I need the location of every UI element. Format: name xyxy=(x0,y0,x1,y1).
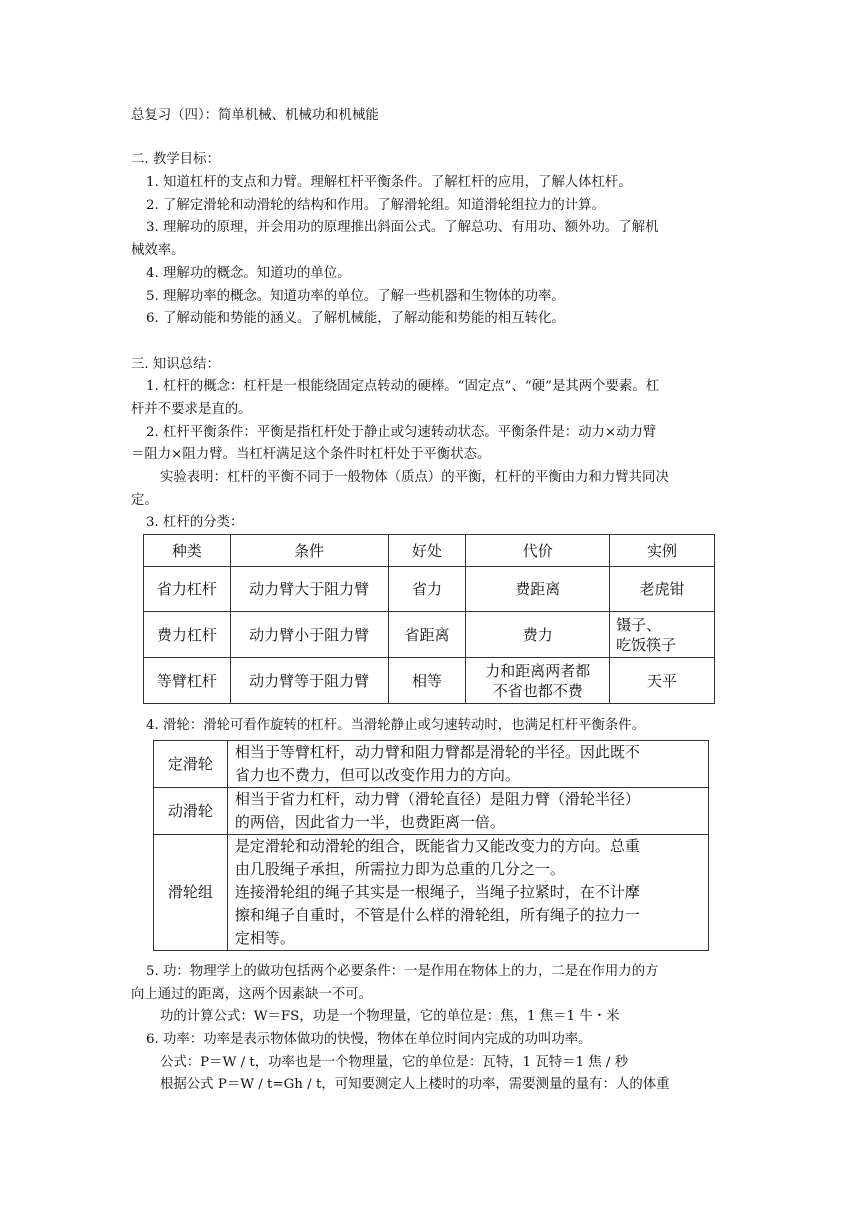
table-cell: 费力杠杆 xyxy=(144,612,231,658)
work-line: 5. 功：物理学上的做功包括两个必要条件：一是作用在物体上的力，二是在作用力的方 xyxy=(146,964,659,979)
summary-heading: 三. 知识总结： xyxy=(131,357,220,372)
table-row xyxy=(144,567,715,612)
goals-heading: 二. 教学目标： xyxy=(131,152,220,167)
table-cell: 省力杠杆 xyxy=(144,567,231,612)
table-cell: 天平 xyxy=(610,658,715,704)
power-formula: 公式：P＝W / t，功率也是一个物理量，它的单位是：瓦特，1 瓦特＝1 焦 / 秒 xyxy=(160,1055,629,1070)
pulley-name-cell: 定滑轮 xyxy=(154,741,228,788)
cell-line: 是定滑轮和动滑轮的组合，既能省力又能改变力的方向。总重 xyxy=(234,837,640,855)
table-cell xyxy=(466,658,610,704)
goal-item: 1. 知道杠杆的支点和力臂。理解杠杆平衡条件。了解杠杆的应用，了解人体杠杆。 xyxy=(146,175,632,190)
table-cell: 动力臂大于阻力臂 xyxy=(230,567,388,612)
cell-line: 相当于等臂杠杆，动力臂和阻力臂都是滑轮的半径。因此既不 xyxy=(234,743,640,761)
goal-item: 6. 了解动能和势能的涵义。了解机械能，了解动能和势能的相互转化。 xyxy=(146,311,565,326)
work-line: 向上通过的距离，这两个因素缺一不可。 xyxy=(131,987,373,1002)
table-row xyxy=(154,741,709,788)
lever-classification-table xyxy=(143,534,715,704)
table-row xyxy=(154,835,709,951)
table-header-cell: 好处 xyxy=(388,535,466,567)
table-cell: 动力臂小于阻力臂 xyxy=(230,612,388,658)
power-line: 根据公式 P＝W / t=Gh / t，可知要测定人上楼时的功率，需要测量的量有：人的体重 xyxy=(160,1077,670,1092)
cell-line: 相当于省力杠杆，动力臂（滑轮直径）是阻力臂（滑轮半径） xyxy=(234,790,640,808)
summary-line: 1. 杠杆的概念：杠杆是一根能绕固定点转动的硬棒。“固定点”、“硬”是其两个要素。杠 xyxy=(146,379,660,394)
pulley-name-cell: 滑轮组 xyxy=(154,835,228,951)
table-cell: 等臂杠杆 xyxy=(144,658,231,704)
table-cell: 费力 xyxy=(466,612,610,658)
table-cell: 费距离 xyxy=(466,567,610,612)
goal-item-continued: 械效率。 xyxy=(131,243,185,258)
summary-line: 2. 杠杆平衡条件：平衡是指杠杆处于静止或匀速转动状态。平衡条件是：动力×动力臂 xyxy=(146,425,657,440)
goal-item: 3. 理解功的原理，并会用功的原理推出斜面公式。了解总功、有用功、额外功。了解机 xyxy=(146,220,659,235)
cell-line: 吃饭筷子 xyxy=(616,635,677,654)
goal-item: 2. 了解定滑轮和动滑轮的结构和作用。了解滑轮组。知道滑轮组拉力的计算。 xyxy=(146,198,605,213)
table-cell: 老虎钳 xyxy=(610,567,715,612)
summary-line: 3. 杠杆的分类： xyxy=(146,515,244,530)
pulley-name-cell: 动滑轮 xyxy=(154,788,228,835)
cell-line: 擦和绳子自重时，不管是什么样的滑轮组，所有绳子的拉力一 xyxy=(234,906,640,924)
cell-line: 定相等。 xyxy=(234,929,295,947)
pulley-table xyxy=(153,740,709,951)
summary-line: ＝阻力×阻力臂。当杠杆满足这个条件时杠杆处于平衡状态。 xyxy=(131,447,491,462)
table-header-cell: 代价 xyxy=(466,535,610,567)
table-header-cell: 条件 xyxy=(230,535,388,567)
table-cell xyxy=(610,612,715,658)
summary-line: 实验表明：杠杆的平衡不同于一般物体（质点）的平衡，杠杆的平衡由力和力臂共同决 xyxy=(160,470,669,485)
cell-line: 由几股绳子承担，所需拉力即为总重的几分之一。 xyxy=(234,860,565,878)
table-header-cell: 实例 xyxy=(610,535,715,567)
table-cell: 省距离 xyxy=(388,612,466,658)
cell-line: 力和距离两者都 xyxy=(485,661,591,680)
pulley-desc-cell xyxy=(227,788,708,835)
goal-item: 5. 理解功率的概念。知道功率的单位。了解一些机器和生物体的功率。 xyxy=(146,289,565,304)
pulley-intro: 4. 滑轮：滑轮可看作旋转的杠杆。当滑轮静止或匀速转动时，也满足杠杆平衡条件。 xyxy=(146,718,646,733)
table-header-row xyxy=(144,535,715,567)
pulley-desc-cell xyxy=(227,741,708,788)
cell-line: 的两倍，因此省力一半，也费距离一倍。 xyxy=(234,813,505,831)
table-row xyxy=(144,612,715,658)
table-row xyxy=(144,658,715,704)
pulley-desc-cell xyxy=(227,835,708,951)
summary-line: 杆并不要求是直的。 xyxy=(131,402,252,417)
goal-item: 4. 理解功的概念。知道功的单位。 xyxy=(146,266,351,281)
cell-line: 不省也都不费 xyxy=(492,681,583,700)
power-line: 6. 功率：功率是表示物体做功的快慢，物体在单位时间内完成的功叫功率。 xyxy=(146,1032,592,1047)
cell-line: 省力也不费力，但可以改变作用力的方向。 xyxy=(234,766,520,784)
table-cell: 动力臂等于阻力臂 xyxy=(230,658,388,704)
cell-line: 镊子、 xyxy=(616,615,662,634)
summary-line: 定。 xyxy=(131,493,158,508)
cell-line: 连接滑轮组的绳子其实是一根绳子，当绳子拉紧时，在不计摩 xyxy=(234,883,640,901)
document-title: 总复习（四）：简单机械、机械功和机械能 xyxy=(131,108,379,123)
table-header-cell: 种类 xyxy=(144,535,231,567)
table-cell: 相等 xyxy=(388,658,466,704)
work-formula: 功的计算公式：W＝FS，功是一个物理量，它的单位是：焦，1 焦＝1 牛・米 xyxy=(160,1009,620,1024)
table-cell: 省力 xyxy=(388,567,466,612)
table-row xyxy=(154,788,709,835)
